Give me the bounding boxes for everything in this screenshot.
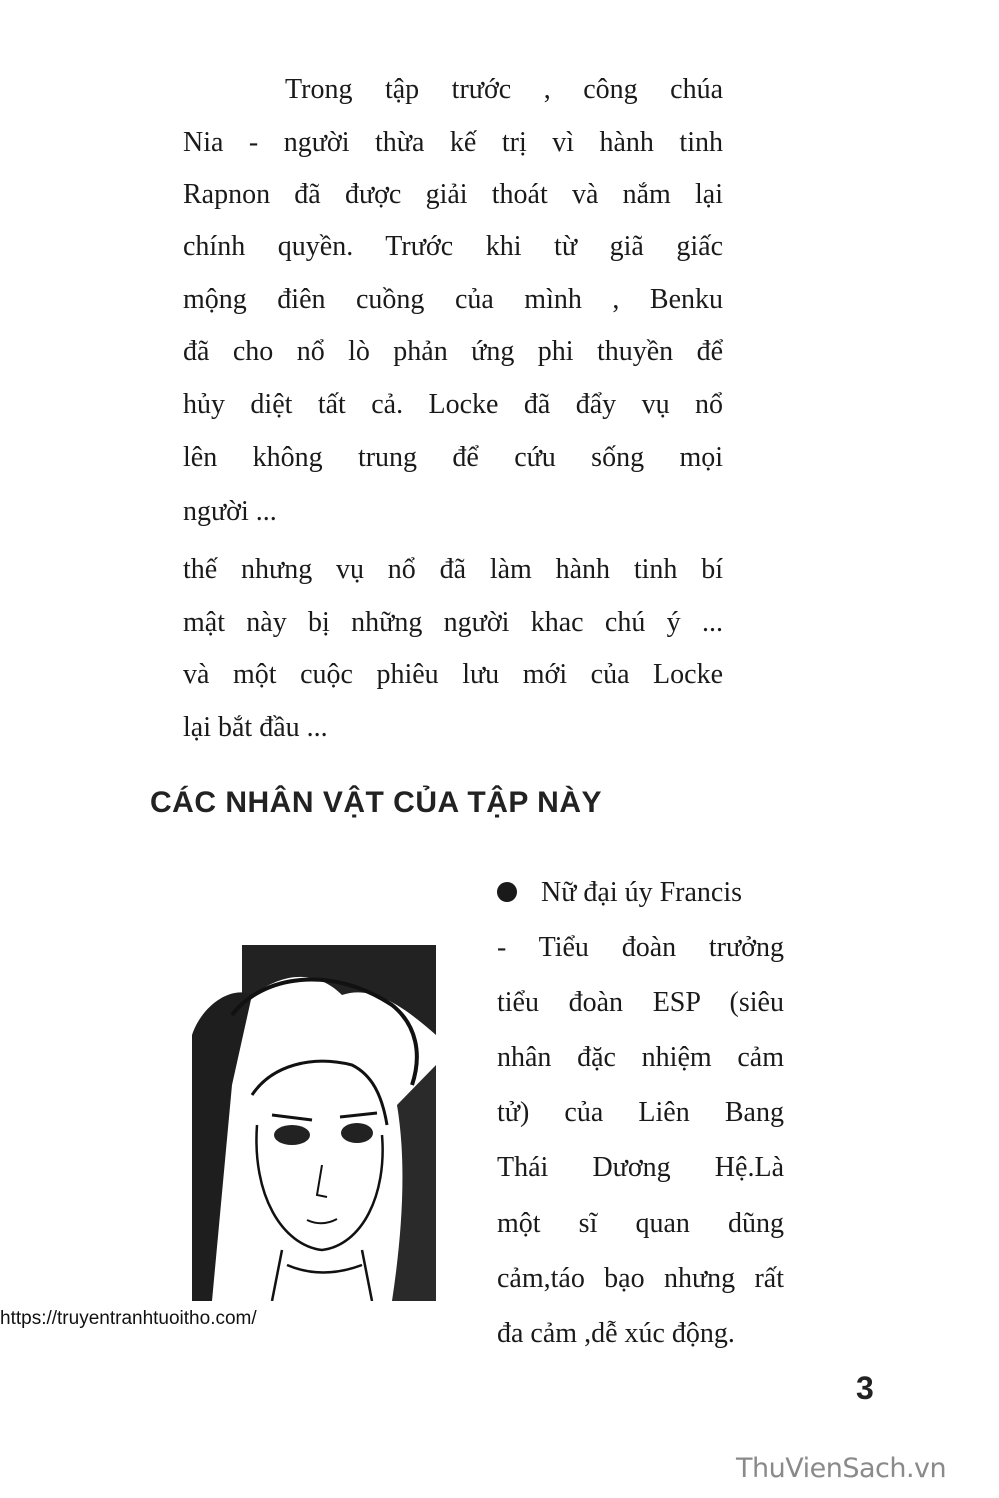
summary-line: Nia - người thừa kế trị vì hành tinh [183, 127, 723, 158]
page-number: 3 [856, 1370, 874, 1406]
character-line: cảm,táo bạo nhưng rất [497, 1263, 784, 1294]
summary-line: đã cho nổ lò phản ứng phi thuyền để [183, 336, 723, 367]
summary-line: người ... [183, 496, 277, 527]
character-line: Thái Dương Hệ.Là [497, 1152, 784, 1183]
character-line: Nữ đại úy Francis [541, 877, 743, 908]
summary-line: lên không trung để cứu sống mọi [183, 442, 723, 473]
summary-line: Rapnon đã được giải thoát và nắm lại [183, 179, 723, 210]
summary-line: chính quyền. Trước khi từ giã giấc [183, 231, 723, 262]
section-heading: CÁC NHÂN VẬT CỦA TẬP NÀY [150, 786, 603, 819]
bullet-icon [497, 882, 517, 902]
summary-line: mật này bị những người khac chú ý ... [183, 607, 723, 638]
character-illustration [192, 945, 436, 1301]
source-url: https://truyentranhtuoitho.com/ [0, 1308, 257, 1329]
summary-line: hủy diệt tất cả. Locke đã đẩy vụ nổ [183, 389, 723, 420]
character-line: một sĩ quan dũng [497, 1208, 784, 1239]
character-line: tiểu đoàn ESP (siêu [497, 987, 784, 1018]
summary-line: Trong tập trước , công chúa [285, 74, 723, 105]
character-line: - Tiểu đoàn trưởng [497, 932, 784, 963]
character-line: tử) của Liên Bang [497, 1097, 784, 1128]
character-name [497, 875, 784, 911]
watermark: ThuVienSach.vn [736, 1453, 947, 1484]
summary-line: lại bắt đầu ... [183, 712, 328, 743]
summary-line: mộng điên cuồng của mình , Benku [183, 284, 723, 315]
character-line: nhân đặc nhiệm cảm [497, 1042, 784, 1073]
summary-line: và một cuộc phiêu lưu mới của Locke [183, 659, 723, 690]
character-line: đa cảm ,dễ xúc động. [497, 1318, 735, 1349]
summary-line: thế nhưng vụ nổ đã làm hành tinh bí [183, 554, 723, 585]
